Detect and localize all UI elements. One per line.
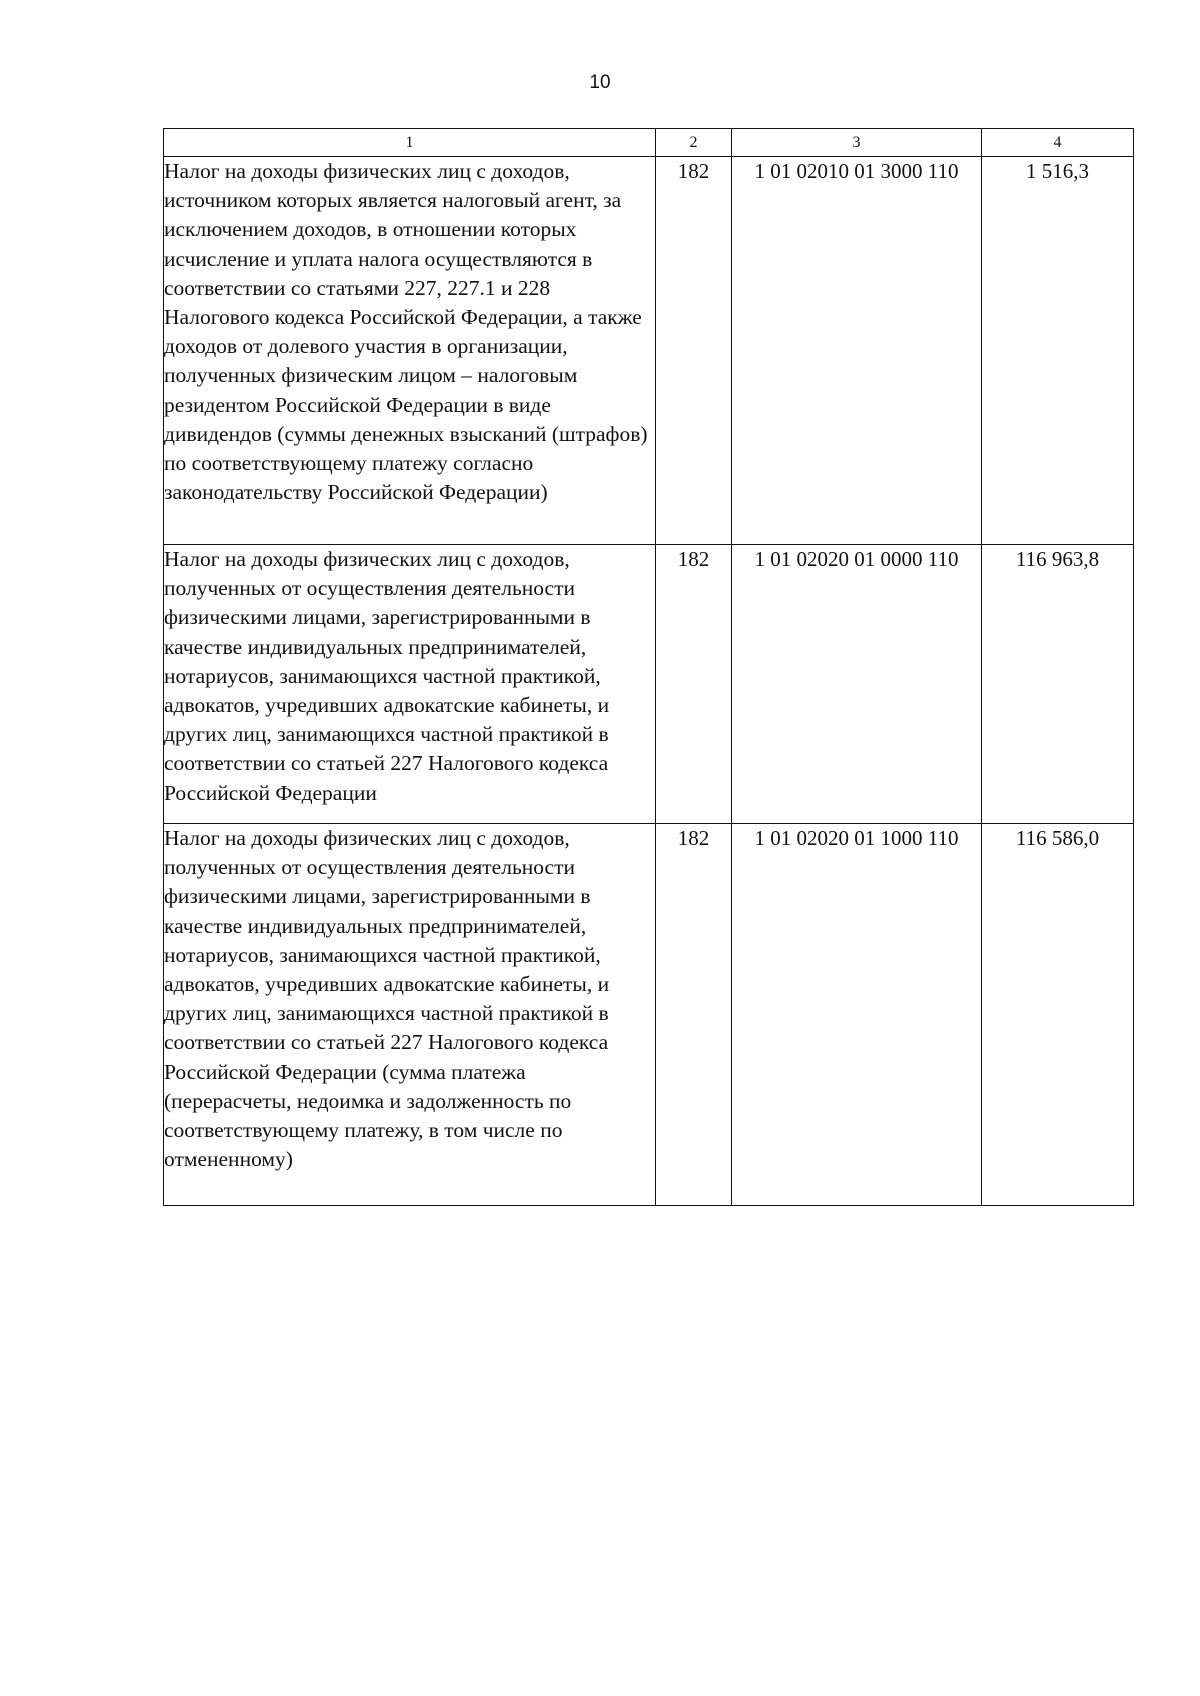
income-description: Налог на доходы физических лиц с доходов, полученных от осуществления деятельности физическими лицами, зарегистрированными в качестве индивидуальных предпринимателей, нотариусов, занимающихся частной практикой, адвокатов, учредивших адвокатские кабинеты, и других лиц, занимающихся частной практикой в соответствии со статьей 227 Налогового кодекса Российской Федерации (сумма платежа (перерасчеты, недоимка и задолженность по соответствующему платежу, в том числе по отмененному)	[164, 824, 656, 1206]
table-header-row	[164, 129, 1134, 157]
column-header-4: 4	[982, 129, 1134, 157]
budget-classification-code: 1 01 02010 01 3000 110	[732, 157, 982, 545]
administrator-code: 182	[656, 157, 732, 545]
administrator-code: 182	[656, 824, 732, 1206]
amount: 116 586,0	[982, 824, 1134, 1206]
budget-classification-code: 1 01 02020 01 0000 110	[732, 545, 982, 824]
column-header-3: 3	[732, 129, 982, 157]
column-header-2: 2	[656, 129, 732, 157]
income-description: Налог на доходы физических лиц с доходов, полученных от осуществления деятельности физическими лицами, зарегистрированными в качестве индивидуальных предпринимателей, нотариусов, занимающихся частной практикой, адвокатов, учредивших адвокатские кабинеты, и других лиц, занимающихся частной практикой в соответствии со статьей 227 Налогового кодекса Российской Федерации	[164, 545, 656, 824]
amount: 116 963,8	[982, 545, 1134, 824]
table-row	[164, 157, 1134, 545]
amount: 1 516,3	[982, 157, 1134, 545]
administrator-code: 182	[656, 545, 732, 824]
page-number: 10	[589, 72, 611, 93]
column-header-1: 1	[164, 129, 656, 157]
revenue-table	[163, 128, 1134, 1206]
table-row	[164, 545, 1134, 824]
budget-classification-code: 1 01 02020 01 1000 110	[732, 824, 982, 1206]
income-description: Налог на доходы физических лиц с доходов, источником которых является налоговый агент, за исключением доходов, в отношении которых исчисление и уплата налога осуществляются в соответствии со статьями 227, 227.1 и 228 Налогового кодекса Российской Федерации, а также доходов от долевого участия в организации, полученных физическим лицом – налоговым резидентом Российской Федерации в виде дивидендов (суммы денежных взысканий (штрафов) по соответствующему платежу согласно законодательству Российской Федерации)	[164, 157, 656, 545]
table-row	[164, 824, 1134, 1206]
